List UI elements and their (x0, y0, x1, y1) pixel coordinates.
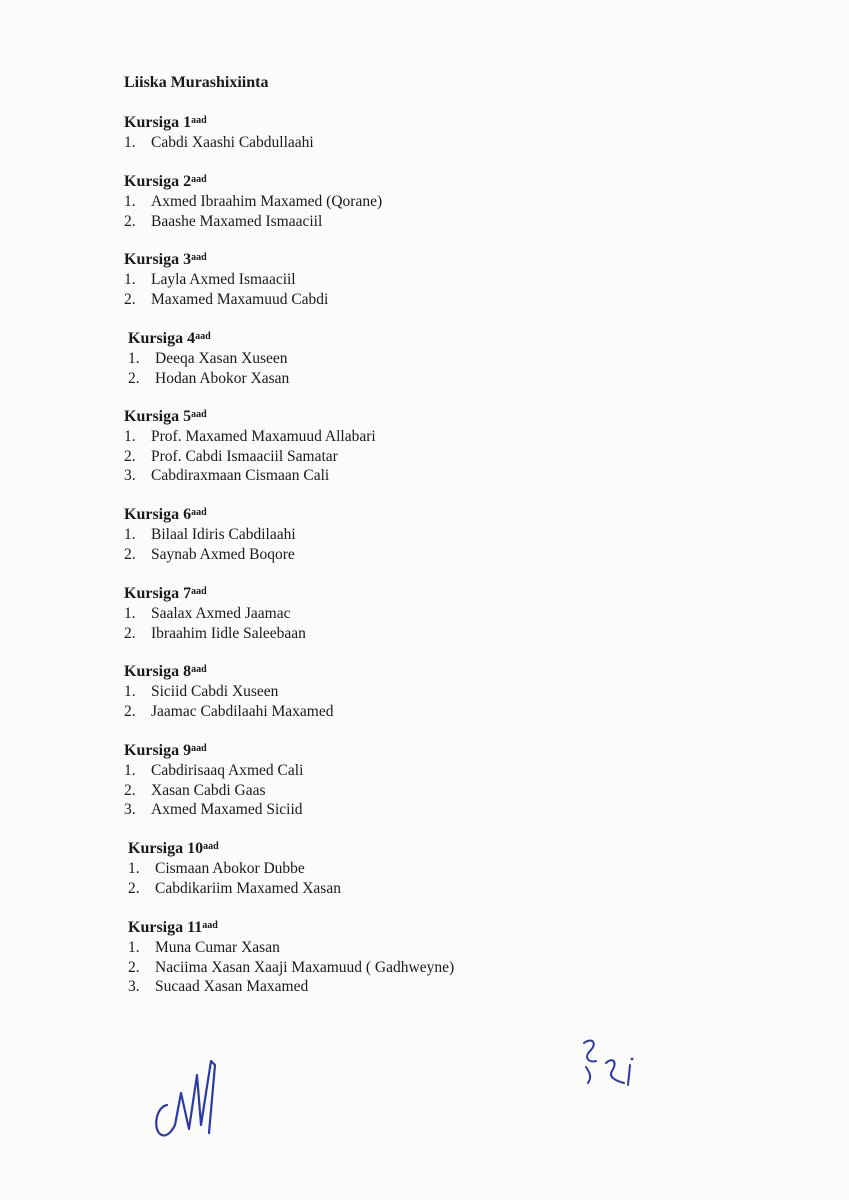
candidate-item: 1. Cismaan Abokor Dubbe (128, 860, 305, 877)
seat-heading: Kursiga $6^{aad}$ (124, 506, 207, 523)
candidate-item: 2. Hodan Abokor Xasan (128, 369, 290, 387)
seat-heading: Kursiga $11^{aad}$ (128, 919, 218, 936)
seat-1 (124, 113, 314, 153)
candidate-item: 1. Axmed Ibraahim Maxamed (Qorane) (124, 193, 383, 210)
candidate-item: 2. Baashe Maxamed Ismaaciil (124, 212, 323, 230)
candidate-item: 1. Layla Axmed Ismaaciil (124, 271, 296, 288)
candidate-item: 1. Prof. Maxamed Maxamuud Allabari (124, 428, 376, 445)
seat-heading: Kursiga $2^{aad}$ (124, 173, 207, 190)
candidate-item: 3. Sucaad Xasan Maxamed (128, 978, 309, 995)
seat-heading: Kursiga $4^{aad}$ (128, 330, 211, 347)
seat-heading: Kursiga $8^{aad}$ (124, 663, 207, 680)
seat-6 (124, 505, 296, 564)
seat-9 (124, 741, 303, 820)
seat-heading: Kursiga $10^{aad}$ (128, 840, 219, 857)
seat-4 (128, 329, 289, 388)
seat-heading: Kursiga $7^{aad}$ (124, 585, 207, 602)
seat-heading: Kursiga $3^{aad}$ (124, 251, 207, 268)
candidate-item: 1. Muna Cumar Xasan (128, 939, 280, 956)
document-title: Liiska Murashixiinta (124, 74, 269, 91)
seat-3 (124, 250, 328, 309)
candidate-item: 3. Axmed Maxamed Siciid (124, 801, 303, 818)
candidate-item: 1. Siciid Cabdi Xuseen (124, 683, 279, 700)
seat-7 (124, 584, 306, 643)
candidate-item: 2. Naciima Xasan Xaaji Maxamuud ( Gadhweyne) (128, 958, 455, 976)
seat-10 (128, 839, 341, 898)
candidate-item: 1. Deeqa Xasan Xuseen (128, 350, 288, 367)
candidate-item: 2. Xasan Cabdi Gaas (124, 781, 266, 799)
seat-heading: Kursiga $5^{aad}$ (124, 408, 207, 425)
candidate-item: 1. Bilaal Idiris Cabdilaahi (124, 526, 296, 543)
seat-11 (128, 918, 454, 997)
seat-2 (124, 172, 382, 231)
candidate-item: 2. Ibraahim Iidle Saleebaan (124, 624, 306, 642)
candidate-item: 1. Saalax Axmed Jaamac (124, 605, 291, 622)
candidate-item: 1. Cabdi Xaashi Cabdullaahi (124, 134, 314, 151)
candidate-item: 3. Cabdiraxmaan Cismaan Cali (124, 467, 330, 484)
candidate-item: 2. Cabdikariim Maxamed Xasan (128, 879, 341, 897)
seat-8 (124, 662, 333, 721)
seat-5 (124, 407, 376, 486)
candidate-item: 2. Prof. Cabdi Ismaaciil Samatar (124, 447, 338, 465)
signature-left (145, 1045, 235, 1140)
seat-heading: Kursiga $1^{aad}$ (124, 114, 207, 131)
signature-right (576, 1033, 646, 1098)
candidate-item: 2. Jaamac Cabdilaahi Maxamed (124, 702, 334, 720)
candidate-item: 2. Maxamed Maxamuud Cabdi (124, 290, 329, 308)
candidate-item: 1. Cabdirisaaq Axmed Cali (124, 762, 304, 779)
candidate-item: 2. Saynab Axmed Boqore (124, 545, 295, 563)
seat-heading: Kursiga $9^{aad}$ (124, 742, 207, 759)
